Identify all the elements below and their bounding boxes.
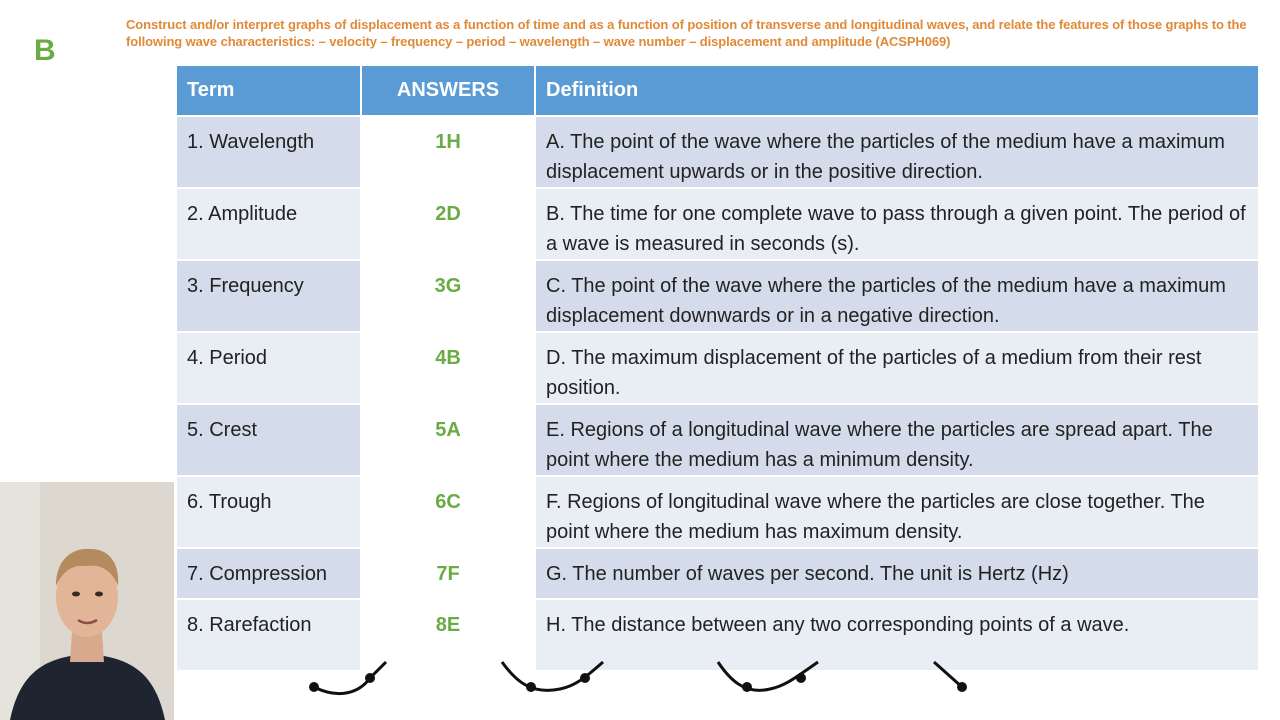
table-row xyxy=(177,188,1259,260)
definition-cell: B. The time for one complete wave to pass through a given point. The period of a wave is measured in seconds (s). xyxy=(535,188,1259,260)
term-cell: 7. Compression xyxy=(177,548,361,599)
term-cell: 4. Period xyxy=(177,332,361,404)
answer-cell: 2D xyxy=(361,188,535,260)
table-row xyxy=(177,404,1259,476)
answer-cell: 1H xyxy=(361,116,535,188)
answer-cell: 3G xyxy=(361,260,535,332)
column-header-answers: ANSWERS xyxy=(361,66,535,116)
column-header-term: Term xyxy=(177,66,361,116)
definition-cell: F. Regions of longitudinal wave where the particles are close together. The point where the medium has maximum density. xyxy=(535,476,1259,548)
answer-cell: 5A xyxy=(361,404,535,476)
table-row xyxy=(177,116,1259,188)
definition-cell: C. The point of the wave where the particles of the medium have a maximum displacement downwards or in a negative direction. xyxy=(535,260,1259,332)
table-row xyxy=(177,548,1259,599)
answer-cell: 7F xyxy=(361,548,535,599)
answer-cell: 4B xyxy=(361,332,535,404)
column-header-definition: Definition xyxy=(535,66,1259,116)
term-cell: 8. Rarefaction xyxy=(177,599,361,670)
definition-cell: E. Regions of a longitudinal wave where the particles are spread apart. The point where the medium has a minimum density. xyxy=(535,404,1259,476)
answer-cell: 8E xyxy=(361,599,535,670)
table-row xyxy=(177,260,1259,332)
presenter-silhouette-icon xyxy=(0,482,174,720)
curriculum-header: Construct and/or interpret graphs of displacement as a function of time and as a function of position of transverse and longitudinal waves, and relate the features of those graphs to the following wave characteristics: – velocity – frequency – period – wavelength – wave number – displacement and amplitude (ACSPH069) xyxy=(126,17,1247,49)
definition-cell: A. The point of the wave where the particles of the medium have a maximum displacement upwards or in the positive direction. xyxy=(535,116,1259,188)
table-row xyxy=(177,332,1259,404)
presenter-webcam xyxy=(0,482,174,720)
table-header-row xyxy=(177,66,1259,116)
term-cell: 6. Trough xyxy=(177,476,361,548)
term-cell: 5. Crest xyxy=(177,404,361,476)
wave-diagram-fragment xyxy=(300,660,1000,700)
wave-terms-table xyxy=(177,66,1260,670)
term-cell: 3. Frequency xyxy=(177,260,361,332)
table-row xyxy=(177,476,1259,548)
term-cell: 1. Wavelength xyxy=(177,116,361,188)
definition-cell: D. The maximum displacement of the particles of a medium from their rest position. xyxy=(535,332,1259,404)
definition-cell: G. The number of waves per second. The unit is Hertz (Hz) xyxy=(535,548,1259,599)
answer-cell: 6C xyxy=(361,476,535,548)
definition-cell: H. The distance between any two corresponding points of a wave. xyxy=(535,599,1259,670)
term-cell: 2. Amplitude xyxy=(177,188,361,260)
slide-letter: B xyxy=(34,34,56,67)
